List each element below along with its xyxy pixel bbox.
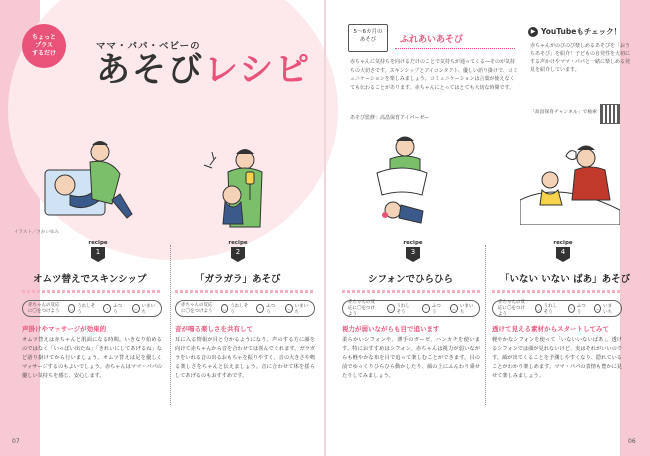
age-box-line-1: 5〜6カ月の [353,29,383,35]
recipe-1-body: オムツ替えは赤ちゃんと肌面になる時間。いきなり始めるのではなく「いっぱい出たね」「きれいにしてあげるね」など語り掛けてから行いましょう。オムツ替えは足を優しくマッサージするのもよいでしょう。赤ちゃんはママ・パパの優しい気持ちを感じ、安心します。 [22,337,162,379]
reaction-question: 赤ちゃんの反応に〇をつけよう [498,299,525,317]
smile-icon: ◡ [68,304,76,313]
smile-icon: ◡ [221,304,229,313]
recipe-3-body: 柔らかいシフォンや、薄手のガーゼ、ハンカチを使います。特におすすめはシフォン。赤ちゃんは視力が弱いながらも軽やかな布を目で追って楽しむことができます。目の前でゆっくりひらひら動かしたり、顔の上にふんわり乗せたりしてみましょう。 [342,337,480,379]
neutral-face-icon: – [422,304,429,313]
recipe-4-number: 4 [556,247,570,258]
recipe-3-marker [393,240,433,258]
recipe-4-marker [543,240,583,258]
section-credit: あそび監修：高畠保育アイパーゼー [350,115,430,121]
frown-icon: ︵ [595,306,600,311]
reaction-happy[interactable] [68,303,96,315]
youtube-heading-text: YouTubeもチェック！ [541,27,622,36]
reaction-happy[interactable] [387,303,414,315]
page-gutter [324,0,326,456]
recipe-1-title: オムツ替えでスキンシップ [33,274,147,285]
recipe-1-rule [22,290,162,293]
reaction-happy-label: うれしそう [396,303,411,315]
reaction-question: 赤ちゃんの反応に〇をつけよう [348,299,375,317]
reaction-normal[interactable] [256,303,276,315]
youtube-heading [528,26,621,37]
arrow-right-icon: ▶ [528,27,538,37]
neutral-face-icon: – [256,304,264,313]
reaction-meh-label: いまいち [459,303,474,315]
reaction-happy[interactable] [221,303,249,315]
recipe-2-reaction-check [175,300,315,317]
reaction-normal[interactable] [568,303,586,315]
page-number-left: 07 [12,438,20,445]
section-heading-rule [395,48,515,49]
recipe-4-rule [492,290,622,293]
frown-icon: ︵ [286,306,291,311]
recipe-3-label: recipe [403,240,423,246]
reaction-meh-label: いまいち [294,303,309,315]
recipe-3-title: シフォンでひらひら [368,274,454,285]
recipe-4-body: 軽やかなシフォンを使って「いないいないばあ」。透けるシフォンでは顔が見れないけど、実はそれがいいのです。顔が出てくることを予測しやすくなり、隠れていることがわかり楽しめます。ママ・パパの表情も豊かに見せて楽しみましょう。 [492,337,622,379]
qr-code[interactable] [600,104,620,124]
smile-icon: ◡ [387,304,395,313]
chiffon-illustration [355,135,445,230]
reaction-happy[interactable] [535,303,560,315]
reaction-normal-label: ふつう [431,303,441,315]
frown-icon: ︵ [133,306,138,311]
recipe-2-body: 耳に入る情報が目と分かるようになり、声のする方に顔を向けて赤ちゃんから音を合わせては喜んでくれます。ガラガラをいれる音の出るおもちゃを振りやすく、音の大きさや鳴る楽しさをちゃんと伝えましょう。音に合わせて体を揺らしてあげるのもおすすめです。 [175,337,315,379]
reaction-normal[interactable] [103,303,123,315]
reaction-normal[interactable] [422,303,442,315]
recipe-1-marker [78,240,118,258]
badge-line-1: ちょっと [31,34,56,41]
neutral-face-icon: – [103,304,111,313]
section-heading: ふれあいあそび [400,35,464,45]
title-part-2: レシピ [204,50,312,90]
title-subtitle: ママ・パパ・ベビーの [96,41,201,52]
column-divider-1 [170,245,171,405]
reaction-meh-label: いまいち [603,303,613,315]
reaction-happy-label: うれしそう [230,303,249,315]
recipe-2-label: recipe [228,240,248,246]
recipe-1-reaction-check [22,300,162,317]
frown-icon: ︵ [452,306,457,311]
reaction-normal-label: ふつう [113,303,123,315]
recipe-2-number: 2 [231,247,245,258]
reaction-meh[interactable] [285,303,309,315]
section-intro-text: 赤ちゃんに気持ちを向けるだけのことで気持ちが通ってくる—そのが気持ちの大切さです。スキンシップとアイコンタクト、優しい語り掛けで、コミュニケーションを楽しみましょう。コミュニケーションは言葉が使えなくても伝わることがあります。赤ちゃんにとってはとても大切な時間です。 [350,59,518,91]
page-number-right: 06 [628,438,636,445]
neutral-face-icon: – [568,304,575,313]
column-divider-3 [485,245,486,405]
reaction-happy-label: うれしそう [543,303,558,315]
recipe-3-rule [342,290,480,293]
recipe-1-label: recipe [88,240,108,246]
recipe-4-reaction-check [492,300,622,317]
title-part-1: あそび [96,50,204,90]
reaction-question: 赤ちゃんの反応に〇をつけよう [181,302,213,314]
recipe-3-reaction-check [342,300,480,317]
feature-badge [22,24,66,68]
reaction-question: 赤ちゃんの反応に〇をつけよう [28,302,60,314]
recipe-2-marker [218,240,258,258]
recipe-2-rule [175,290,315,293]
illustration-credit: イラスト／さかいゆみ [14,230,59,235]
recipe-1-number: 1 [91,247,105,258]
age-box [348,24,388,52]
badge-line-3: するだけ [31,50,56,57]
reaction-meh[interactable] [450,303,474,315]
recipe-4-point: 透けて見える素材からスタートしてみて [492,325,609,333]
reaction-normal-label: ふつう [266,303,276,315]
reaction-happy-label: うれしそう [77,303,96,315]
reaction-meh[interactable] [594,303,616,315]
badge-line-2: プラス [35,42,53,49]
recipe-1-point: 声掛けやマッサージが効果的 [22,325,107,333]
recipe-3-point: 視力が弱いながらも目で追います [342,325,440,333]
page-title [96,52,311,88]
recipe-4-label: recipe [553,240,573,246]
reaction-meh-label: いまいち [141,303,156,315]
reaction-meh[interactable] [132,303,156,315]
youtube-text: 赤ちゃんがのびのび楽しめるあそびを「おうちあそび」を紹介！子どもの自発性を大切にする声かけやママ・パパと一緒に楽しめる発見を紹介しています。 [530,43,631,73]
reaction-normal-label: ふつう [576,303,586,315]
recipe-2-point: 音が鳴る楽しさを共有して [175,325,253,333]
recipe-4-title: 「いない いない ばあ」あそび [500,274,631,285]
diaper-change-illustration [30,140,140,230]
recipe-3-number: 3 [406,247,420,258]
youtube-search-text: 「高畠保育チャンネル」で検索 [530,110,597,115]
peekaboo-illustration [520,140,620,225]
smile-icon: ◡ [536,306,540,311]
rattle-illustration [200,140,280,230]
recipe-2-title: 「ガラガラ」あそび [195,274,281,285]
age-box-line-2: あそび [359,37,377,43]
